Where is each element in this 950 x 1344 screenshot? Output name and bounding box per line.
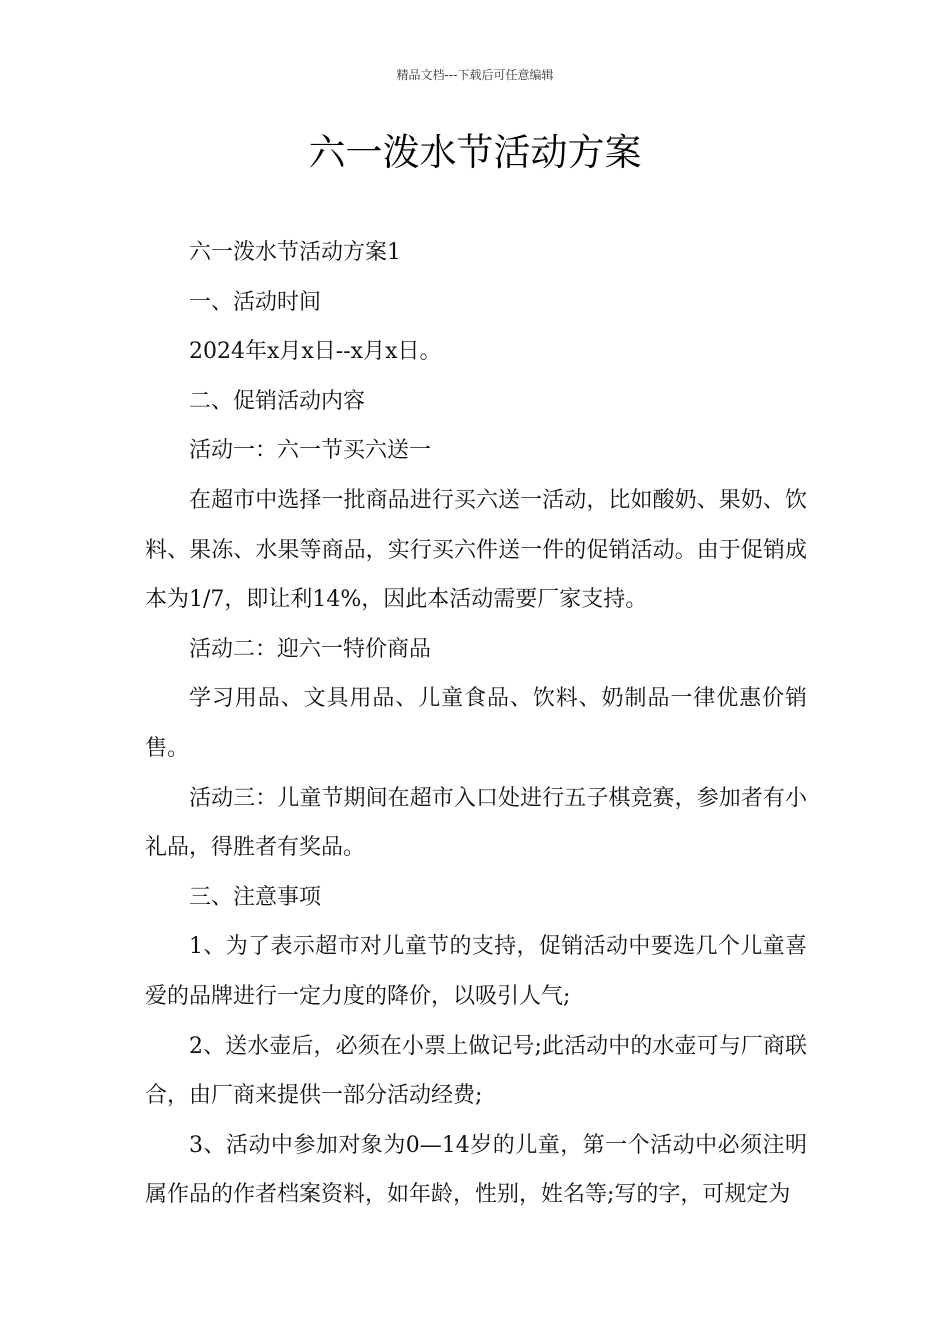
document-title: 六一泼水节活动方案 (308, 131, 642, 174)
document-body (145, 228, 807, 1220)
heading-promotion-content: 二、促销活动内容 (189, 388, 366, 414)
paragraph-subtitle: 六一泼水节活动方案1 (189, 240, 401, 265)
paragraph-date-range: 2024年x月x日--x月x日。 (189, 339, 442, 365)
paragraph-note-one: 1、为了表示超市对儿童节的支持，促销活动中要选几个儿童喜爱的品牌进行一定力度的降价，以吸引人气; (145, 934, 807, 1009)
paragraph-note-two: 2、送水壶后，必须在小票上做记号;此活动中的水壶可与厂商联合，由厂商来提供一部分活动经费; (145, 1033, 807, 1109)
paragraph-activity-one: 在超市中选择一批商品进行买六送一活动，比如酸奶、果奶、饮料、果冻、水果等商品，实行买六件送一件的促销活动。由于促销成本为1/7，即让利14%，因此本活动需要厂家支持。 (145, 487, 807, 613)
heading-notes: 三、注意事项 (189, 884, 322, 910)
heading-activity-two: 活动二：迎六一特价商品 (189, 636, 432, 662)
heading-activity-one: 活动一：六一节买六送一 (189, 438, 432, 464)
paragraph-note-three: 3、活动中参加对象为0—14岁的儿童，第一个活动中必须注明属作品的作者档案资料，如年龄，性别，姓名等;写的字，可规定为 (145, 1132, 807, 1208)
page-header: 精品文档---下载后可任意编辑 (396, 68, 554, 82)
paragraph-activity-three: 活动三：儿童节期间在超市入口处进行五子棋竞赛，参加者有小礼品，得胜者有奖品。 (145, 785, 807, 861)
heading-activity-time: 一、活动时间 (189, 289, 322, 315)
paragraph-activity-two: 学习用品、文具用品、儿童食品、饮料、奶制品一律优惠价销售。 (145, 686, 807, 761)
